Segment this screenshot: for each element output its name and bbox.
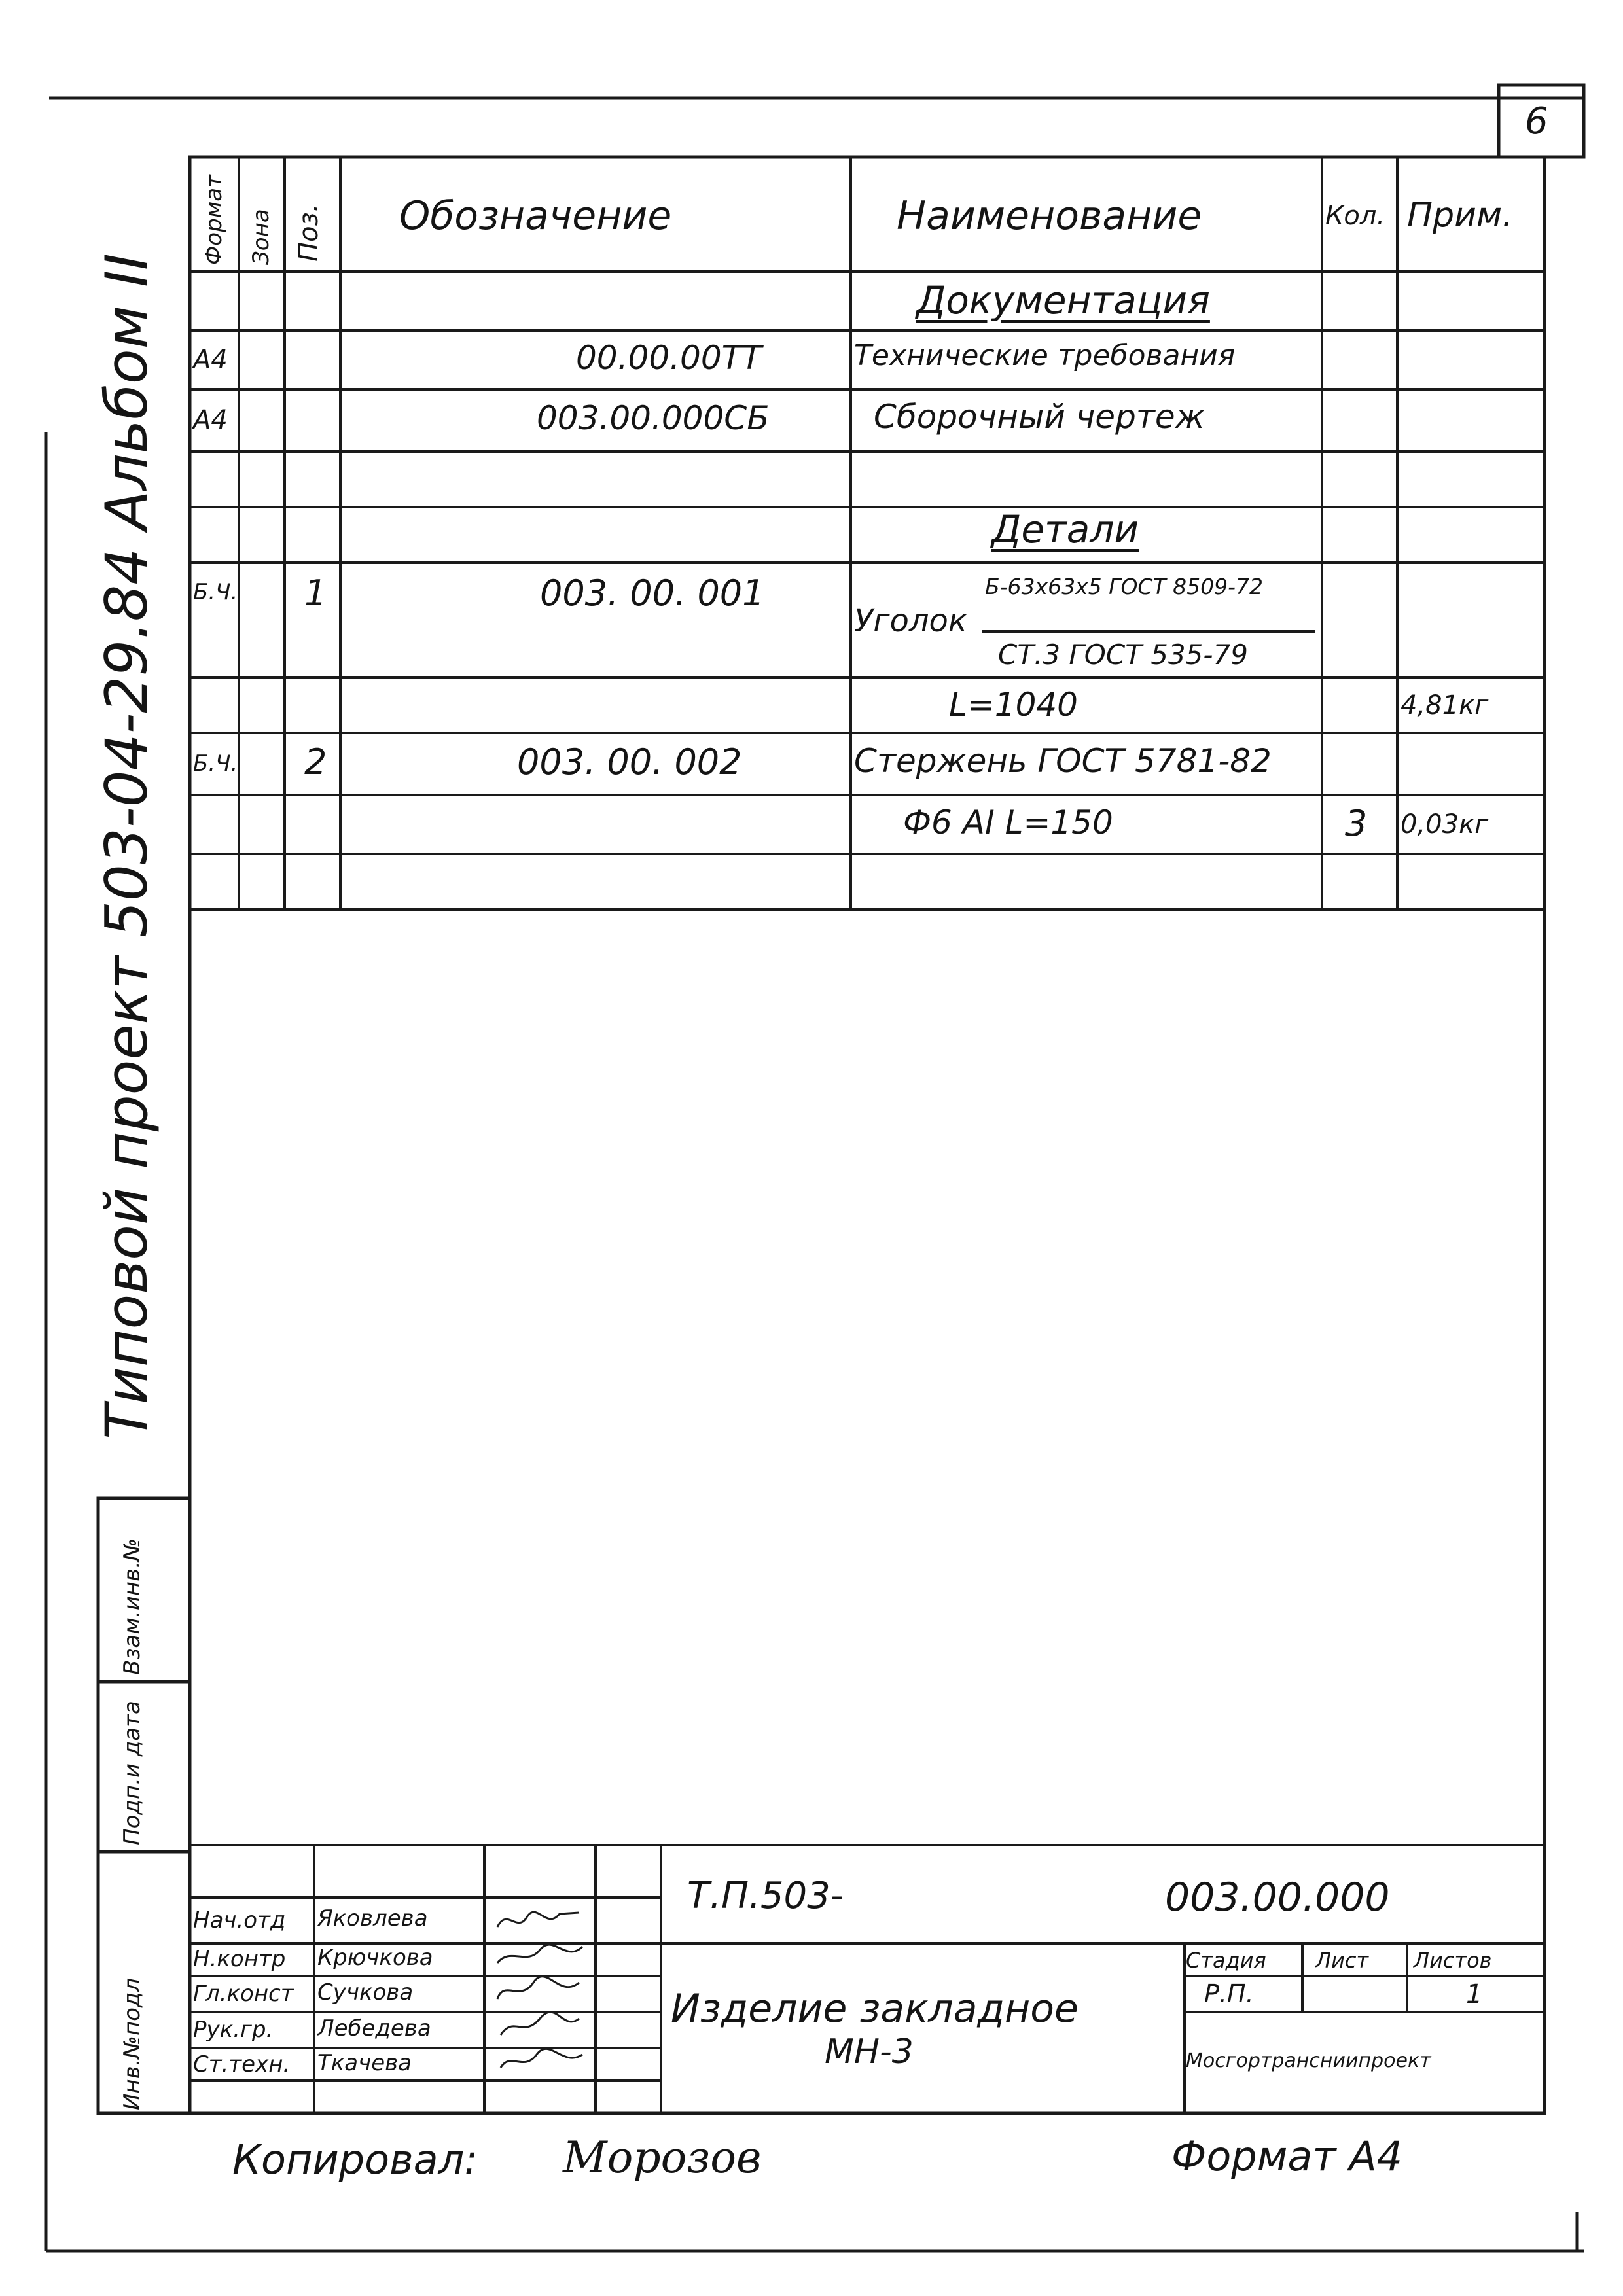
header-name: Наименование	[897, 193, 1202, 239]
staff-name-2: Крючкова	[317, 1945, 433, 1971]
part2-poz: 2	[304, 741, 327, 783]
sheets-value: 1	[1466, 1979, 1483, 2009]
staff-role-2: Н.контр	[193, 1946, 286, 1972]
staff-name-5: Ткачева	[317, 2050, 412, 2076]
header-qty: Кол.	[1325, 201, 1385, 231]
part2-spec: Ф6 АI L=150	[903, 804, 1113, 841]
row1-designation: 00.00.00ТТ	[576, 339, 762, 377]
sheet-number: 6	[1525, 100, 1548, 143]
part1-material: СТ.3 ГОСТ 535-79	[998, 639, 1248, 671]
staff-name-3: Сучкова	[317, 1979, 414, 2005]
staff-name-4: Лебедева	[317, 2015, 431, 2041]
staff-role-5: Ст.техн.	[193, 2051, 291, 2077]
staff-role-4: Рук.гр.	[193, 2017, 274, 2043]
header-designation: Обозначение	[399, 193, 672, 239]
part2-format: Б.Ч.	[193, 751, 238, 777]
header-format: Формат	[201, 175, 227, 265]
section-parts: Детали	[991, 507, 1139, 552]
signatures	[488, 1901, 592, 2077]
part2-designation: 003. 00. 002	[517, 741, 742, 783]
part1-format: Б.Ч.	[193, 579, 238, 605]
header-zona: Зона	[248, 209, 274, 265]
copied-name: Морозов	[563, 2132, 762, 2183]
part1-name: Уголок	[854, 603, 967, 639]
part1-profile: Б-63х63х5 ГОСТ 8509-72	[985, 574, 1264, 599]
part2-qty: 3	[1345, 803, 1368, 844]
row2-format: А4	[193, 405, 228, 435]
copied-label: Копировал:	[232, 2136, 478, 2183]
part2-name: Стержень ГОСТ 5781-82	[854, 742, 1272, 780]
part1-length: L=1040	[949, 686, 1078, 724]
side-project-title: Типовой проект 503-04-29.84 Альбом II	[93, 253, 160, 1439]
part1-poz: 1	[304, 573, 327, 614]
row2-designation: 003.00.000СБ	[537, 399, 770, 437]
stage-label: Стадия	[1186, 1948, 1266, 1973]
header-note: Прим.	[1407, 196, 1513, 235]
title-line1: Изделие закладное	[671, 1986, 1079, 2032]
title-line2: МН-3	[825, 2032, 914, 2072]
row2-name: Сборочный чертеж	[874, 398, 1205, 436]
section-documentation: Документация	[916, 278, 1210, 323]
part2-note: 0,03кг	[1400, 809, 1489, 839]
staff-role-1: Нач.отд	[193, 1907, 286, 1934]
sheet-label: Лист	[1315, 1948, 1369, 1973]
row1-name: Технические требования	[854, 339, 1236, 372]
staff-name-1: Яковлева	[317, 1905, 428, 1932]
staff-role-3: Гл.конст	[193, 1981, 294, 2007]
row1-format: А4	[193, 345, 228, 375]
sheets-label: Листов	[1414, 1948, 1492, 1973]
stage-value: Р.П.	[1204, 1979, 1254, 2008]
organization: Мосгортрансниипроект	[1186, 2049, 1431, 2072]
header-poz: Поз.	[294, 203, 324, 262]
doc-code: 003.00.000	[1165, 1875, 1390, 1920]
strip-podp-data: Подп.и дата	[119, 1701, 145, 1845]
format-label: Формат А4	[1171, 2132, 1403, 2180]
part1-note: 4,81кг	[1400, 690, 1489, 720]
strip-vzam-inv: Взам.инв.№	[119, 1538, 145, 1675]
project-code: Т.П.503-	[687, 1875, 844, 1917]
strip-inv-podl: Инв.№подл	[119, 1977, 145, 2110]
part1-designation: 003. 00. 001	[540, 573, 765, 614]
